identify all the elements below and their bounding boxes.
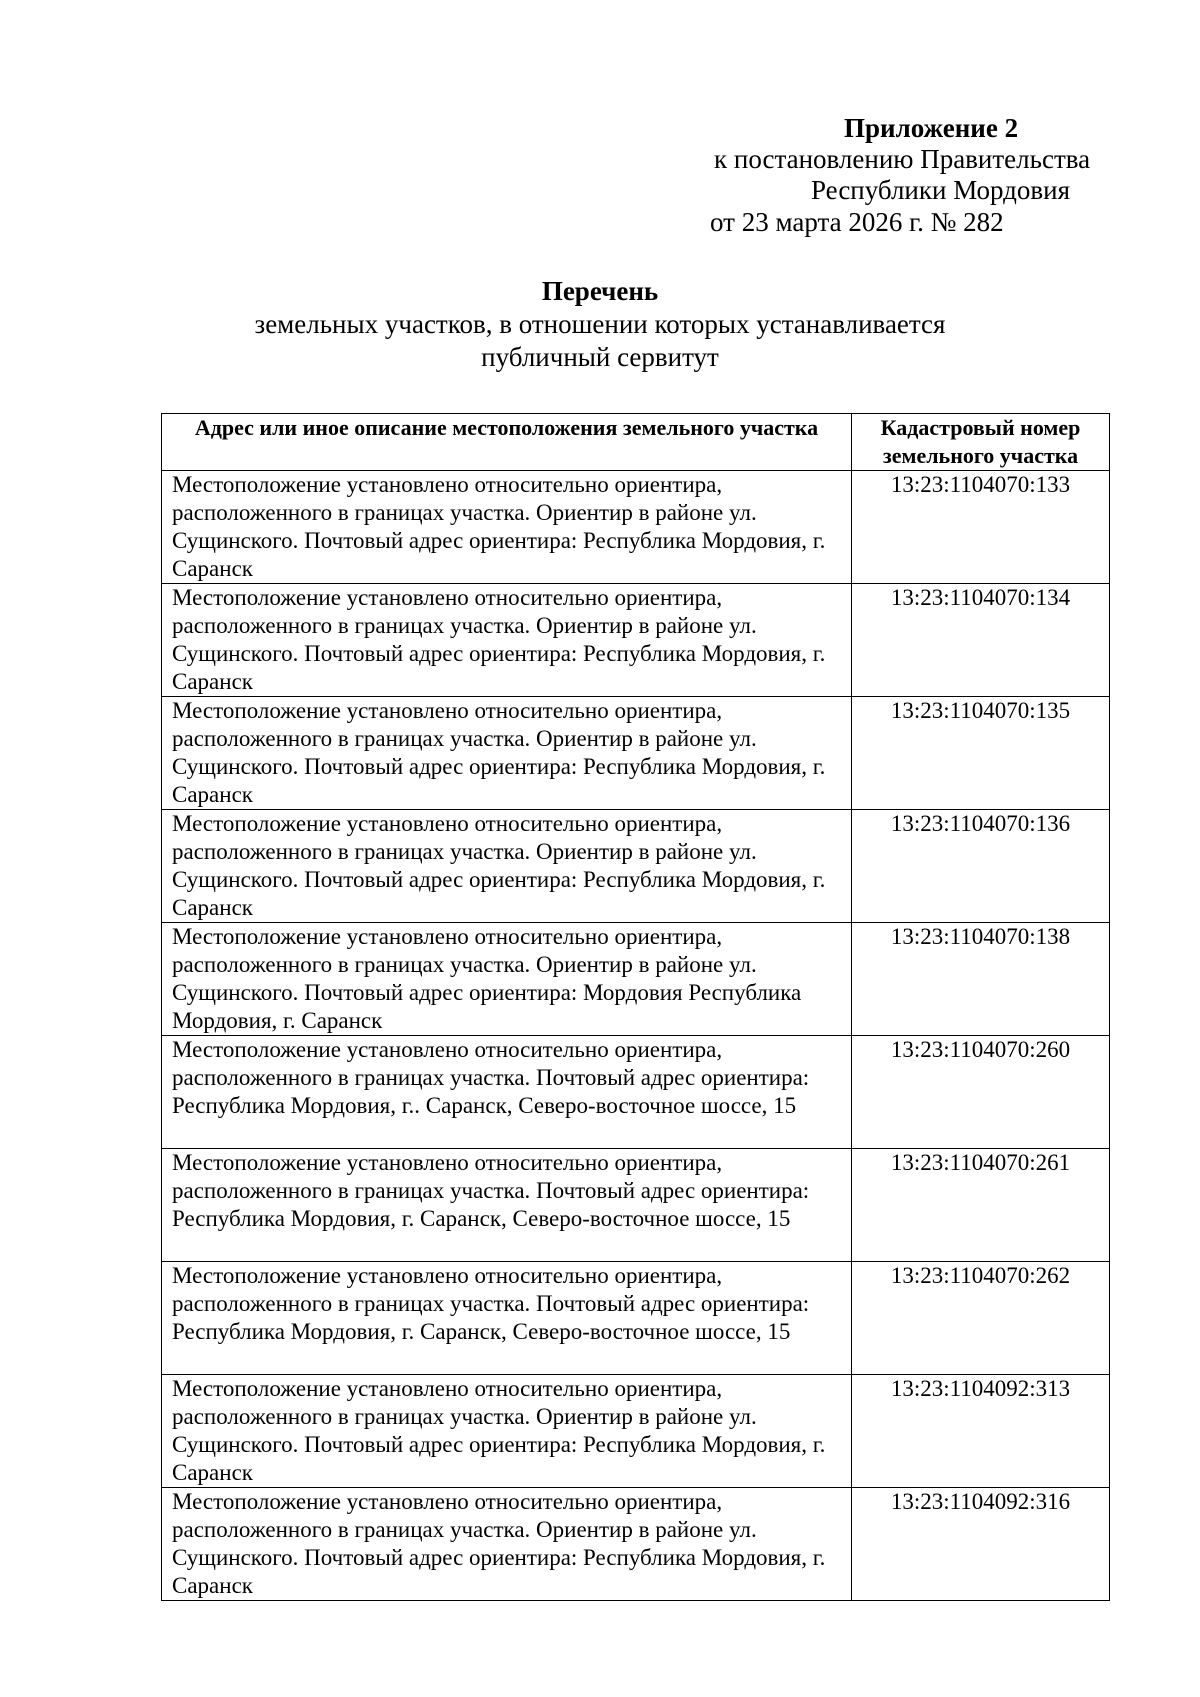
annex-reference: к постановлению Правительства [714,144,1091,174]
cadastral-cell: 13:23:1104070:133 [852,471,1110,584]
table-row [162,1375,1110,1488]
address-cell: Местоположение установлено относительно ориентира, расположенного в границах участка. Ориентир в районе ул. Сущинского. Почтовый адрес ориентира: Республика Мордовия, г. Саранск [162,697,852,810]
annex-issuer: Республики Мордовия [811,175,1071,205]
annex-date-number: от 23 марта 2026 г. № 282 [710,207,1004,237]
table-row [162,1036,1110,1149]
table-row [162,471,1110,584]
header-cadastral: Кадастровый номер земельного участка [852,414,1110,471]
table-header-row [162,414,1110,471]
address-cell: Местоположение установлено относительно ориентира, расположенного в границах участка. Ориентир в районе ул. Сущинского. Почтовый адрес ориентира: Республика Мордовия, г. Саранск [162,584,852,697]
table-row [162,584,1110,697]
cadastral-cell: 13:23:1104070:260 [852,1036,1110,1149]
address-cell: Местоположение установлено относительно ориентира, расположенного в границах участка. Почтовый адрес ориентира: Республика Мордовия, г. Саранск, Северо-восточное шоссе, 15 [162,1149,852,1262]
document-title [160,275,1040,374]
table-row [162,923,1110,1036]
cadastral-cell: 13:23:1104070:134 [852,584,1110,697]
header-address: Адрес или иное описание местоположения земельного участка [162,414,852,471]
address-cell: Местоположение установлено относительно ориентира, расположенного в границах участка. Ориентир в районе ул. Сущинского. Почтовый адрес ориентира: Республика Мордовия, г. Саранск [162,471,852,584]
cadastral-cell: 13:23:1104070:135 [852,697,1110,810]
cadastral-cell: 13:23:1104070:138 [852,923,1110,1036]
table-row [162,1488,1110,1601]
title-subtitle: земельных участков, в отношении которых устанавливается публичный сервитут [254,309,946,372]
address-cell: Местоположение установлено относительно ориентира, расположенного в границах участка. Ориентир в районе ул. Сущинского. Почтовый адрес ориентира: Республика Мордовия, г. Саранск [162,1375,852,1488]
title-heading: Перечень [541,276,659,306]
cadastral-cell: 13:23:1104070:136 [852,810,1110,923]
cadastral-cell: 13:23:1104070:262 [852,1262,1110,1375]
cadastral-cell: 13:23:1104092:313 [852,1375,1110,1488]
table-row [162,1262,1110,1375]
address-cell: Местоположение установлено относительно ориентира, расположенного в границах участка. Ориентир в районе ул. Сущинского. Почтовый адрес ориентира: Республика Мордовия, г. Саранск [162,1488,852,1601]
table-row [162,1149,1110,1262]
address-cell: Местоположение установлено относительно ориентира, расположенного в границах участка. Ориентир в районе ул. Сущинского. Почтовый адрес ориентира: Республика Мордовия, г. Саранск [162,810,852,923]
address-cell: Местоположение установлено относительно ориентира, расположенного в границах участка. Ориентир в районе ул. Сущинского. Почтовый адрес ориентира: Мордовия Республика Мордовия, г. Саранск [162,923,852,1036]
cadastral-cell: 13:23:1104092:316 [852,1488,1110,1601]
table-row [162,697,1110,810]
annex-number: Приложение 2 [844,113,1019,143]
table-row [162,810,1110,923]
address-cell: Местоположение установлено относительно ориентира, расположенного в границах участка. Почтовый адрес ориентира: Республика Мордовия, г.. Саранск, Северо-восточное шоссе, 15 [162,1036,852,1149]
land-plots-table [161,413,1110,1601]
cadastral-cell: 13:23:1104070:261 [852,1149,1110,1262]
address-cell: Местоположение установлено относительно ориентира, расположенного в границах участка. Почтовый адрес ориентира: Республика Мордовия, г. Саранск, Северо-восточное шоссе, 15 [162,1262,852,1375]
